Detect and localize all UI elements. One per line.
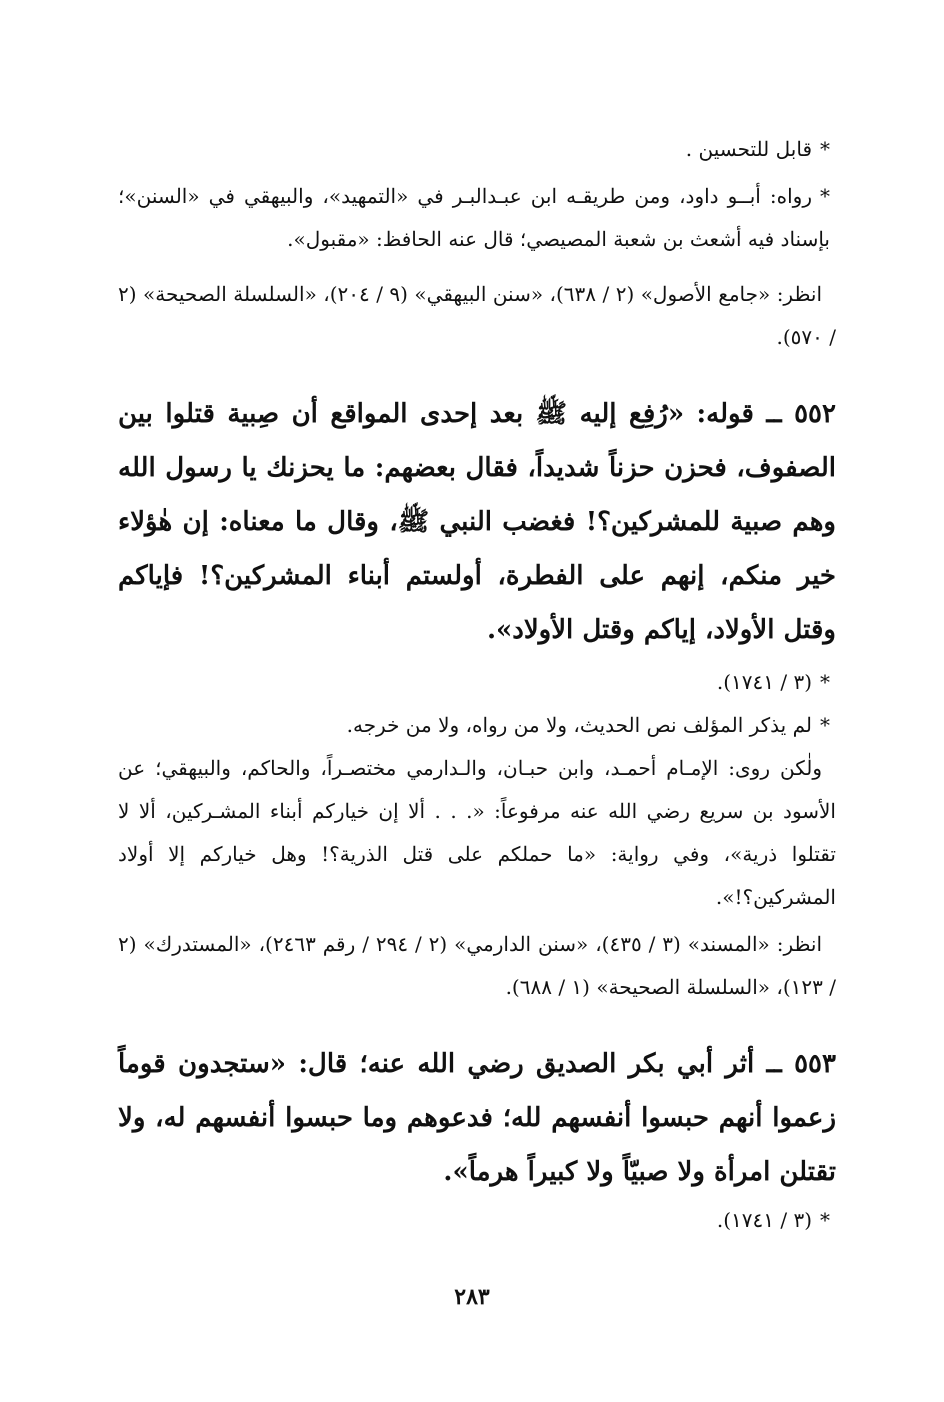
note-grading bbox=[118, 128, 836, 171]
asterisk-marker: * bbox=[820, 184, 830, 208]
note-552-source bbox=[118, 661, 836, 704]
asterisk-marker: * bbox=[820, 137, 830, 161]
asterisk-marker: * bbox=[820, 670, 830, 694]
note-552-hadith-text: ولٰكن روى: الإمـام أحمـد، وابن حبـان، والـدارمي مختصـراً، والحاكم، والبيهقي؛ عن الأسود بن سريع رضي الله عنه مرفوعاً: «. . . ألا إن خياركم أبناء المشـركين، ألا لا تقتلوا ذرية»، وفي رواية: «ما حملكم على قتل الذرية؟! وهل خياركم إلا أولاد المشركين؟!». bbox=[118, 756, 836, 909]
note-552-comment-text: لم يذكر المؤلف نص الحديث، ولا من رواه، ولا من خرجه. bbox=[346, 713, 812, 737]
note-552-source-text: (٣ / ١٧٤١). bbox=[716, 670, 812, 694]
asterisk-marker: * bbox=[820, 1208, 830, 1232]
note-narration-text: رواه: أبــو داود، ومن طريقـه ابن عبـدالبـر في «التمهيد»، والبيهقي في «السنن»؛ بإسناد فيه أشعث بن شعبة المصيصي؛ قال عنه الحافظ: «مقبول». bbox=[118, 184, 830, 251]
note-552-comment bbox=[118, 704, 836, 747]
asterisk-marker: * bbox=[820, 713, 830, 737]
note-552-hadith bbox=[118, 747, 836, 919]
note-552-references-text: انظر: «المسند» (٣ / ٤٣٥)، «سنن الدارمي» (٢ / ٢٩٤ / رقم ٢٤٦٣)، «المستدرك» (٢ / ١٢٣)، «السلسلة الصحيحة» (١ / ٦٨٨). bbox=[118, 932, 836, 999]
note-references-text: انظر: «جامع الأصول» (٢ / ٦٣٨)، «سنن البيهقي» (٩ / ٢٠٤)، «السلسلة الصحيحة» (٢ / ٥٧٠). bbox=[118, 282, 836, 349]
note-references bbox=[118, 273, 836, 359]
entry-553 bbox=[118, 1037, 836, 1199]
note-narration bbox=[118, 175, 836, 261]
note-553-source bbox=[118, 1199, 836, 1242]
note-553-source-text: (٣ / ١٧٤١). bbox=[716, 1208, 812, 1232]
note-552-references bbox=[118, 923, 836, 1009]
page-number: ٢٨٣ bbox=[454, 1284, 490, 1310]
entry-552 bbox=[118, 387, 836, 657]
note-grading-text: قابل للتحسين . bbox=[685, 137, 812, 161]
entry-552-text: ٥٥٢ ــ قوله: «رُفِع إليه ﷺ بعد إحدى المواقع أن صِبية قتلوا بين الصفوف، فحزن حزناً شديداً، فقال بعضهم: ما يحزنك يا رسول الله وهم صبية للمشركين؟! فغضب النبي ﷺ، وقال ما معناه: إن هٰؤلاء خير منكم، إنهم على الفطرة، أولستم أبناء المشركين؟! فإياكم وقتل الأولاد، إياكم وقتل الأولاد». bbox=[118, 399, 836, 645]
entry-553-text: ٥٥٣ ــ أثر أبي بكر الصديق رضي الله عنه؛ قال: «ستجدون قوماً زعموا أنهم حبسوا أنفسهم لله؛ فدعوهم وما حبسوا أنفسهم له، ولا تقتلن امرأة ولا صبيّاً ولا كبيراً هرماً». bbox=[118, 1049, 836, 1187]
